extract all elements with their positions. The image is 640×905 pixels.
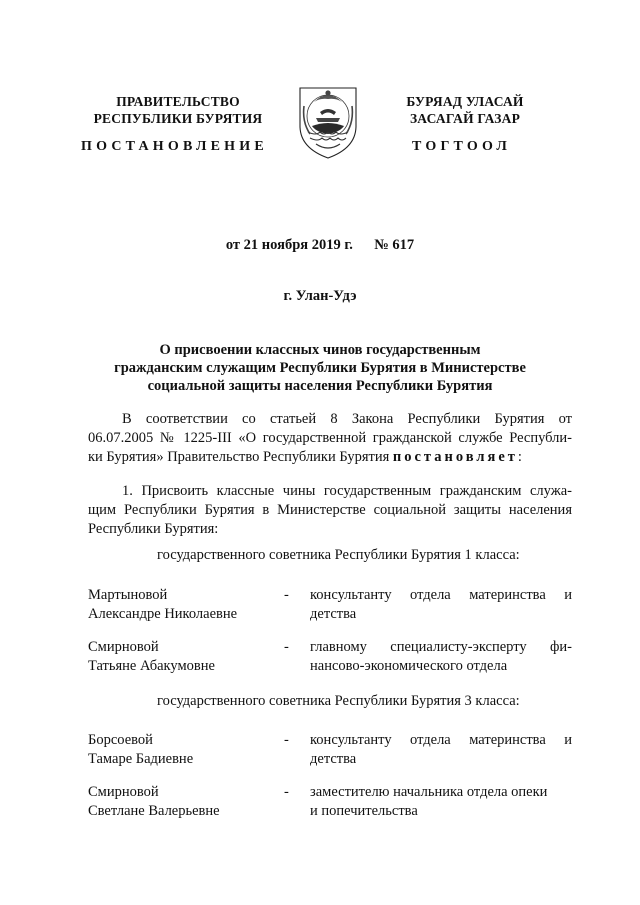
separator-dash: - (284, 732, 289, 748)
issuer-left-line2: РЕСПУБЛИКИ БУРЯТИЯ (93, 111, 263, 126)
separator-dash: - (284, 587, 289, 603)
preamble-resolves: постановляет (392, 449, 518, 465)
recipient-surname: Смирновой (88, 784, 159, 800)
preamble-line2: 06.07.2005 № 1225-III «О государственной гражданской службе Республи- (88, 430, 572, 446)
document-number: № 617 (374, 237, 415, 253)
doc-type-right: ТОГТООЛ (412, 139, 512, 154)
issuer-right-line2: ЗАСАГАЙ ГАЗАР (409, 111, 521, 126)
position-line1: консультанту отдела материнства и (310, 587, 572, 603)
doc-type-left: ПОСТАНОВЛЕНИЕ (81, 139, 268, 154)
position-line2: и попечительства (310, 803, 418, 819)
position-line2: детства (310, 751, 357, 767)
title-line1: О присвоении классных чинов государственным (159, 342, 481, 358)
item-1-line2: щим Республики Бурятия в Министерстве социальной защиты населения (88, 502, 572, 518)
recipient-position (310, 586, 572, 624)
recipient-given-name: Татьяне Абакумовне (88, 658, 215, 674)
preamble-line1: В соответствии со статьей 8 Закона Республики Бурятия от (122, 411, 572, 427)
list-item (88, 638, 572, 678)
list-item (88, 731, 572, 771)
list-item (88, 783, 572, 823)
position-line1: главному специалисту-эксперту фи- (310, 639, 572, 655)
recipient-surname: Борсоевой (88, 732, 153, 748)
preamble-line3-text: ки Бурятия» Правительство Республики Бурятия (88, 449, 393, 465)
recipient-surname: Мартыновой (88, 587, 168, 603)
city: г. Улан-Удэ (283, 288, 357, 304)
recipient-name (88, 586, 278, 624)
recipient-name (88, 783, 278, 821)
recipient-given-name: Александре Николаевне (88, 606, 238, 622)
separator-dash: - (284, 784, 289, 800)
issuer-right-line1: БУРЯАД УЛАСАЙ (406, 94, 524, 109)
preamble (88, 410, 572, 467)
group-heading-1: государственного советника Республики Бурятия 1 класса: (157, 547, 520, 563)
document-title (80, 341, 560, 395)
group-heading-2: государственного советника Республики Бурятия 3 класса: (157, 693, 520, 709)
recipient-given-name: Светлане Валерьевне (88, 803, 220, 819)
document-date: от 21 ноября 2019 г. (225, 237, 353, 253)
preamble-line3 (88, 448, 572, 467)
title-line2: гражданским служащим Республики Бурятия в Министерстве (114, 360, 526, 376)
position-line1: консультанту отдела материнства и (310, 732, 572, 748)
item-1-line3: Республики Бурятия: (88, 521, 219, 537)
list-item (88, 586, 572, 626)
recipient-name (88, 638, 278, 676)
coat-of-arms-icon (294, 82, 362, 162)
issuer-left-line1: ПРАВИТЕЛЬСТВО (116, 94, 240, 109)
recipient-surname: Смирновой (88, 639, 159, 655)
preamble-line3-end: : (517, 449, 522, 465)
emblem-icon (294, 82, 362, 162)
position-line1: заместителю начальника отдела опеки (310, 784, 548, 800)
item-1 (88, 482, 572, 539)
issuer-right (375, 93, 555, 127)
recipient-position (310, 638, 572, 676)
item-1-line1: 1. Присвоить классные чины государственным гражданским служа- (122, 483, 572, 499)
recipient-given-name: Тамаре Бадиевне (88, 751, 194, 767)
title-line3: социальной защиты населения Республики Бурятия (147, 378, 493, 394)
position-line2: нансово-экономического отдела (310, 658, 508, 674)
recipient-position (310, 783, 572, 821)
issuer-left (78, 93, 278, 127)
position-line2: детства (310, 606, 357, 622)
recipient-name (88, 731, 278, 769)
recipient-position (310, 731, 572, 769)
date-line (0, 236, 640, 255)
separator-dash: - (284, 639, 289, 655)
